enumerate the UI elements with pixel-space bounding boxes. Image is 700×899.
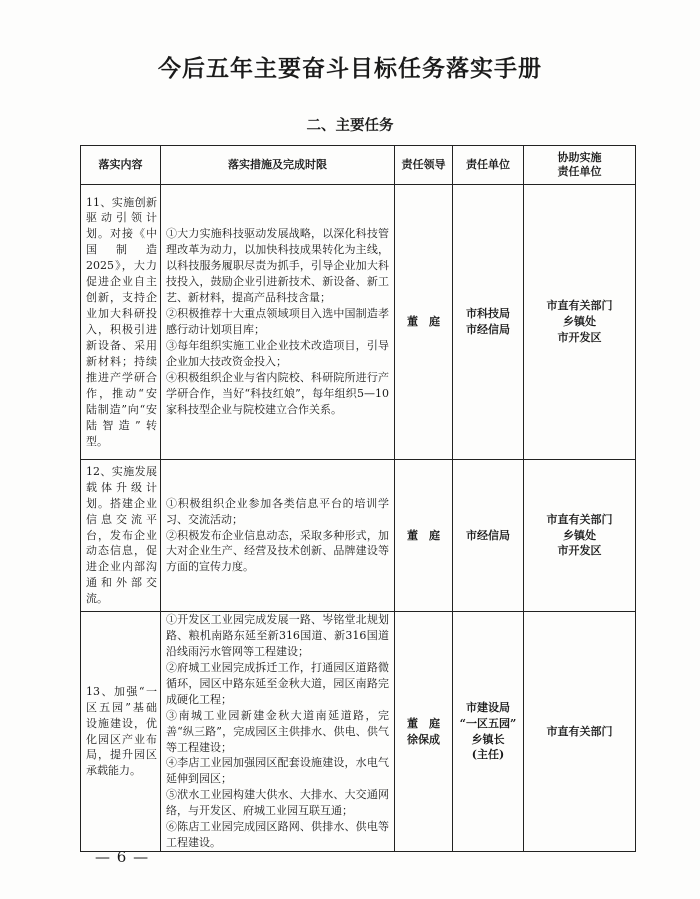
assist-name: 市开发区: [557, 544, 602, 558]
row-assist: [524, 460, 636, 612]
row-unit: [453, 612, 524, 852]
assist-name: 乡镇处: [563, 528, 596, 542]
row-measures: [161, 460, 395, 612]
section-subtitle: 二、主要任务: [306, 118, 394, 134]
assist-name: 乡镇处: [563, 315, 596, 329]
unit-name: “一区五园”: [459, 716, 517, 730]
leader-name: 董 庭: [407, 528, 440, 542]
header-leader: 责任领导: [395, 146, 453, 185]
unit-name: 市经信局: [466, 528, 510, 542]
page-title: 今后五年主要奋斗目标任务落实手册: [158, 56, 542, 82]
leader-name: 董 庭: [407, 315, 440, 329]
row-content: 12、实施发展载体升级计划。搭建企业信息交流平台，发布企业动态信息，促进企业内部沟通和外部交流。: [81, 460, 161, 612]
unit-name: 乡镇长: [471, 732, 505, 746]
table-row: [81, 612, 636, 852]
header-measures: 落实措施及完成时限: [161, 146, 395, 185]
measure-item: ②积极发布企业信息动态，采取多种形式，加大对企业生产、经营及技术创新、品牌建设等方面的宣传力度。: [166, 528, 389, 574]
assist-name: 市直有关部门: [546, 299, 613, 313]
table-header-row: [81, 146, 636, 185]
row-leader: [395, 185, 453, 460]
leader-name: 董 庭: [407, 716, 440, 730]
header-assist-line2: 责任单位: [557, 165, 602, 178]
page-number: — 6 —: [95, 848, 150, 866]
header-content: 落实内容: [81, 146, 161, 185]
measure-item: ⑥陈店工业园完成园区路网、供排水、供电等工程建设。: [166, 820, 389, 850]
measure-item: ①开发区工业园完成发展一路、岑铭堂北规划路、粮机南路东延至新316国道、新316国道沿线雨污水管网等工程建设；: [166, 613, 389, 658]
row-measures: [161, 612, 395, 852]
unit-name: (主任): [471, 748, 505, 762]
table-row: [81, 460, 636, 612]
header-assist-line1: 协助实施: [557, 150, 602, 164]
measure-item: ①大力实施科技驱动发展战略，以深化科技管理改革为动力，以加快科技成果转化为主线，以科技服务履职尽责为抓手，引导企业加大科技投入，鼓励企业引进新技术、新设备、新工艺、新材料，提高产品科技含量；: [166, 227, 389, 305]
assist-name: 市直有关部门: [546, 512, 613, 526]
measure-item: ②积极推荐十大重点领域项目入选中国制造孝感行动计划项目库；: [166, 307, 389, 336]
header-assist: [524, 146, 636, 185]
row-leader: [395, 460, 453, 612]
row-assist: [524, 612, 636, 852]
assist-name: 市直有关部门: [546, 724, 613, 738]
measure-item: ③南城工业园新建金秋大道南延道路，完善“纵三路”，完成园区主供排水、供电、供气等工程建设；: [166, 708, 389, 754]
row-leader: [395, 612, 453, 852]
assist-name: 市开发区: [557, 330, 602, 344]
row-assist: [524, 185, 636, 460]
unit-name: 市经信局: [466, 323, 510, 336]
measure-item: ⑤洑水工业园构建大供水、大排水、大交通网络，与开发区、府城工业园互联互通；: [166, 788, 389, 818]
row-content: 13、加强“一区五园”基础设施建设，优化园区产业布局，提升园区承载能力。: [81, 612, 161, 852]
unit-name: 市科技局: [466, 307, 510, 321]
measure-item: ②府城工业园完成拆迁工作，打通园区道路微循环，园区中路东延至金秋大道，园区南路完成硬化工程；: [166, 660, 389, 706]
task-table: [80, 145, 636, 852]
header-unit: 责任单位: [453, 146, 524, 185]
row-content: 11、实施创新驱动引领计划。对接《中国制造2025》，大力促进企业自主创新，支持企业加大科研投入，积极引进新设备、采用新材料；持续推进产学研合作，推动“安陆制造”向“安陆智造”转型。: [81, 185, 161, 460]
row-unit: [453, 185, 524, 460]
unit-name: 市建设局: [466, 700, 510, 714]
row-unit: [453, 460, 524, 612]
leader-name: 徐保成: [407, 732, 440, 746]
measure-item: ①积极组织企业参加各类信息平台的培训学习、交流活动；: [166, 496, 389, 526]
table-row: [81, 185, 636, 460]
measure-item: ④积极组织企业与省内院校、科研院所进行产学研合作，当好“科技红娘”，每年组织5—10家科技型企业与院校建立合作关系。: [166, 370, 389, 416]
measure-item: ④李店工业园加强园区配套设施建设，水电气延伸到园区；: [166, 756, 389, 786]
measure-item: ③每年组织实施工业企业技术改造项目，引导企业加大技改资金投入；: [166, 338, 389, 368]
row-measures: [161, 185, 395, 460]
